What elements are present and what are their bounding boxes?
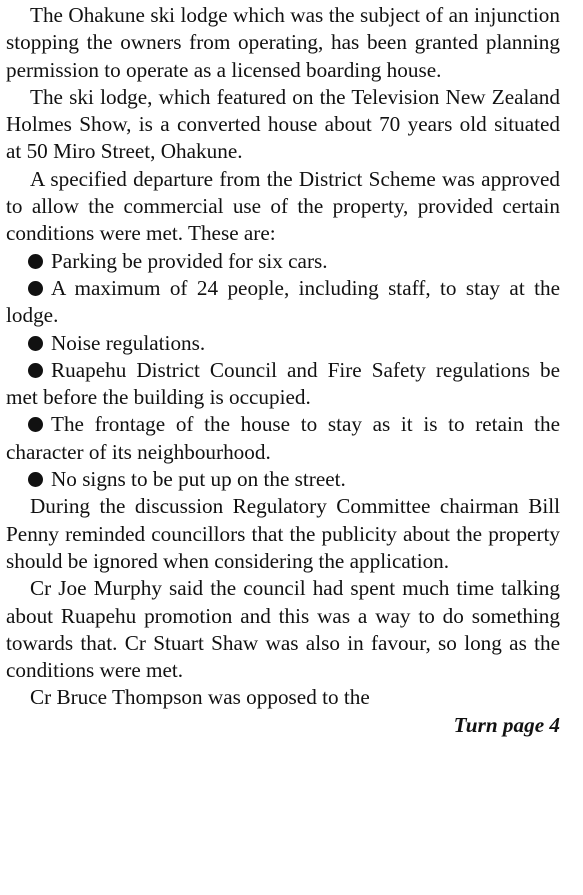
condition-item-frontage <box>6 411 560 466</box>
condition-text: The frontage of the house to stay as it is to retain the character of its neighbourhood. <box>6 412 560 464</box>
condition-item-maximum-people <box>6 275 560 330</box>
condition-item-parking <box>6 248 560 275</box>
article-paragraph-murphy: Cr Joe Murphy said the council had spent much time talking about Ruapehu promotion and this was a way to do something towards that. Cr Stuart Shaw was also in favour, so long as the conditions were met. <box>6 576 560 683</box>
bullet-icon <box>28 363 43 378</box>
article-paragraph-discussion: During the discussion Regulatory Committee chairman Bill Penny reminded councillors that the publicity about the property should be ignored when considering the application. <box>6 494 560 573</box>
article-paragraph-thompson: Cr Bruce Thompson was opposed to the <box>30 685 370 710</box>
condition-text: Ruapehu District Council and Fire Safety regulations be met before the building is occupied. <box>6 357 560 410</box>
bullet-icon <box>28 254 43 269</box>
continuation-link[interactable]: Turn page 4 <box>453 712 560 737</box>
condition-item-signs <box>6 466 560 493</box>
condition-text: Noise regulations. <box>51 330 206 355</box>
condition-item-regulations <box>6 357 560 412</box>
article-column <box>6 2 560 739</box>
bullet-icon <box>28 281 43 296</box>
condition-text: No signs to be put up on the street. <box>51 467 346 492</box>
article-paragraph-departure: A specified departure from the District Scheme was approved to allow the commercial use of the property, provided certain conditions were met. These are: <box>6 166 560 246</box>
condition-item-noise <box>6 330 560 357</box>
article-paragraph-intro: The Ohakune ski lodge which was the subject of an injunction stopping the owners from operating, has been granted planning permission to operate as a licensed boarding house. <box>6 3 560 82</box>
condition-text: A maximum of 24 people, including staff, to stay at the lodge. <box>6 275 560 328</box>
article-paragraph-ski-lodge: The ski lodge, which featured on the Television New Zealand Holmes Show, is a converted house about 70 years old situated at 50 Miro Street, Ohakune. <box>6 84 560 164</box>
condition-text: Parking be provided for six cars. <box>51 248 328 273</box>
bullet-icon <box>28 336 43 351</box>
bullet-icon <box>28 472 43 487</box>
bullet-icon <box>28 417 43 432</box>
